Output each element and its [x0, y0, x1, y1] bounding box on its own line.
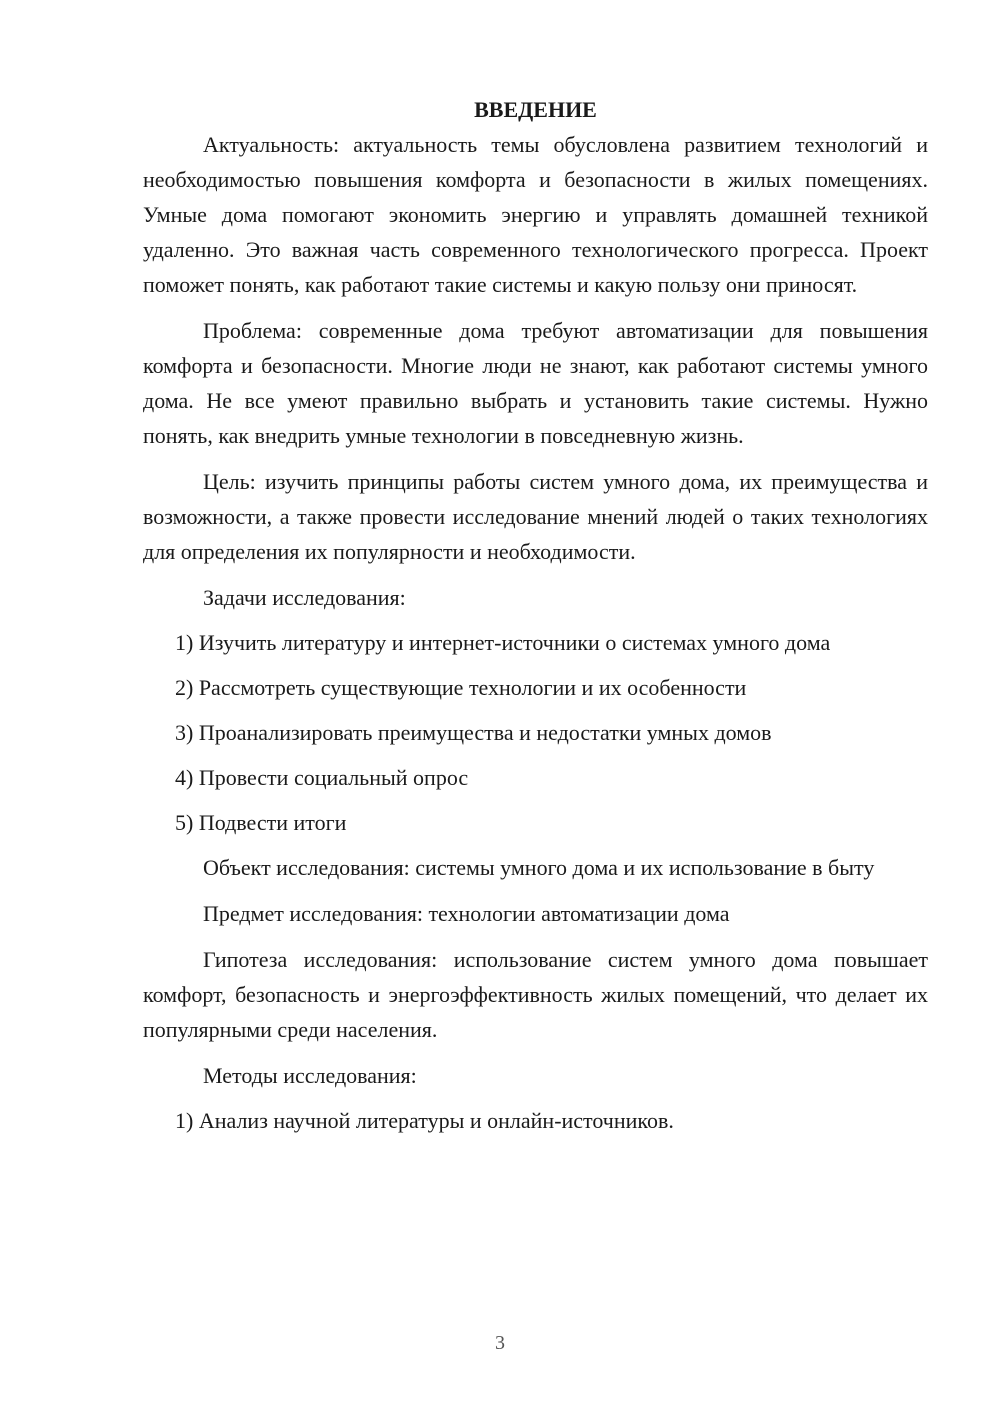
relevance-paragraph: Актуальность: актуальность темы обусловлена развитием технологий и необходимостью повышения комфорта и безопасности в жилых помещениях. Умные дома помогают экономить энергию и управлять домашней техникой удаленно. Это важная часть современного технологического прогресса. Проект поможет понять, как работают такие системы и какую пользу они приносят. [143, 132, 928, 297]
methods-heading: Методы исследования: [203, 1063, 417, 1088]
list-item: 1) Анализ научной литературы и онлайн-источников. [175, 1108, 674, 1133]
goal-paragraph: Цель: изучить принципы работы систем умного дома, их преимущества и возможности, а также провести исследование мнений людей о таких технологиях для определения их популярности и необходимости. [143, 469, 928, 564]
list-item: 3) Проанализировать преимущества и недостатки умных домов [175, 720, 772, 745]
document-page [143, 92, 928, 1148]
problem-paragraph: Проблема: современные дома требуют автоматизации для повышения комфорта и безопасности. Многие люди не знают, как работают системы умного дома. Не все умеют правильно выбрать и установить такие системы. Нужно понять, как внедрить умные технологии в повседневную жизнь. [143, 318, 928, 448]
list-item: 5) Подвести итоги [175, 810, 347, 835]
list-item: 4) Провести социальный опрос [175, 765, 469, 790]
list-item: 2) Рассмотреть существующие технологии и их особенности [175, 675, 747, 700]
object-paragraph: Объект исследования: системы умного дома и их использование в быту [203, 855, 875, 880]
list-item: 1) Изучить литературу и интернет-источники о системах умного дома [175, 630, 831, 655]
subject-paragraph: Предмет исследования: технологии автоматизации дома [203, 901, 730, 926]
page-number: 3 [495, 1332, 505, 1354]
methods-list [143, 1103, 928, 1138]
hypothesis-paragraph: Гипотеза исследования: использование систем умного дома повышает комфорт, безопасность и энергоэффективность жилых помещений, что делает их популярными среди населения. [143, 947, 928, 1042]
tasks-heading: Задачи исследования: [203, 585, 406, 610]
tasks-list [143, 625, 928, 840]
document-title: ВВЕДЕНИЕ [474, 97, 597, 122]
